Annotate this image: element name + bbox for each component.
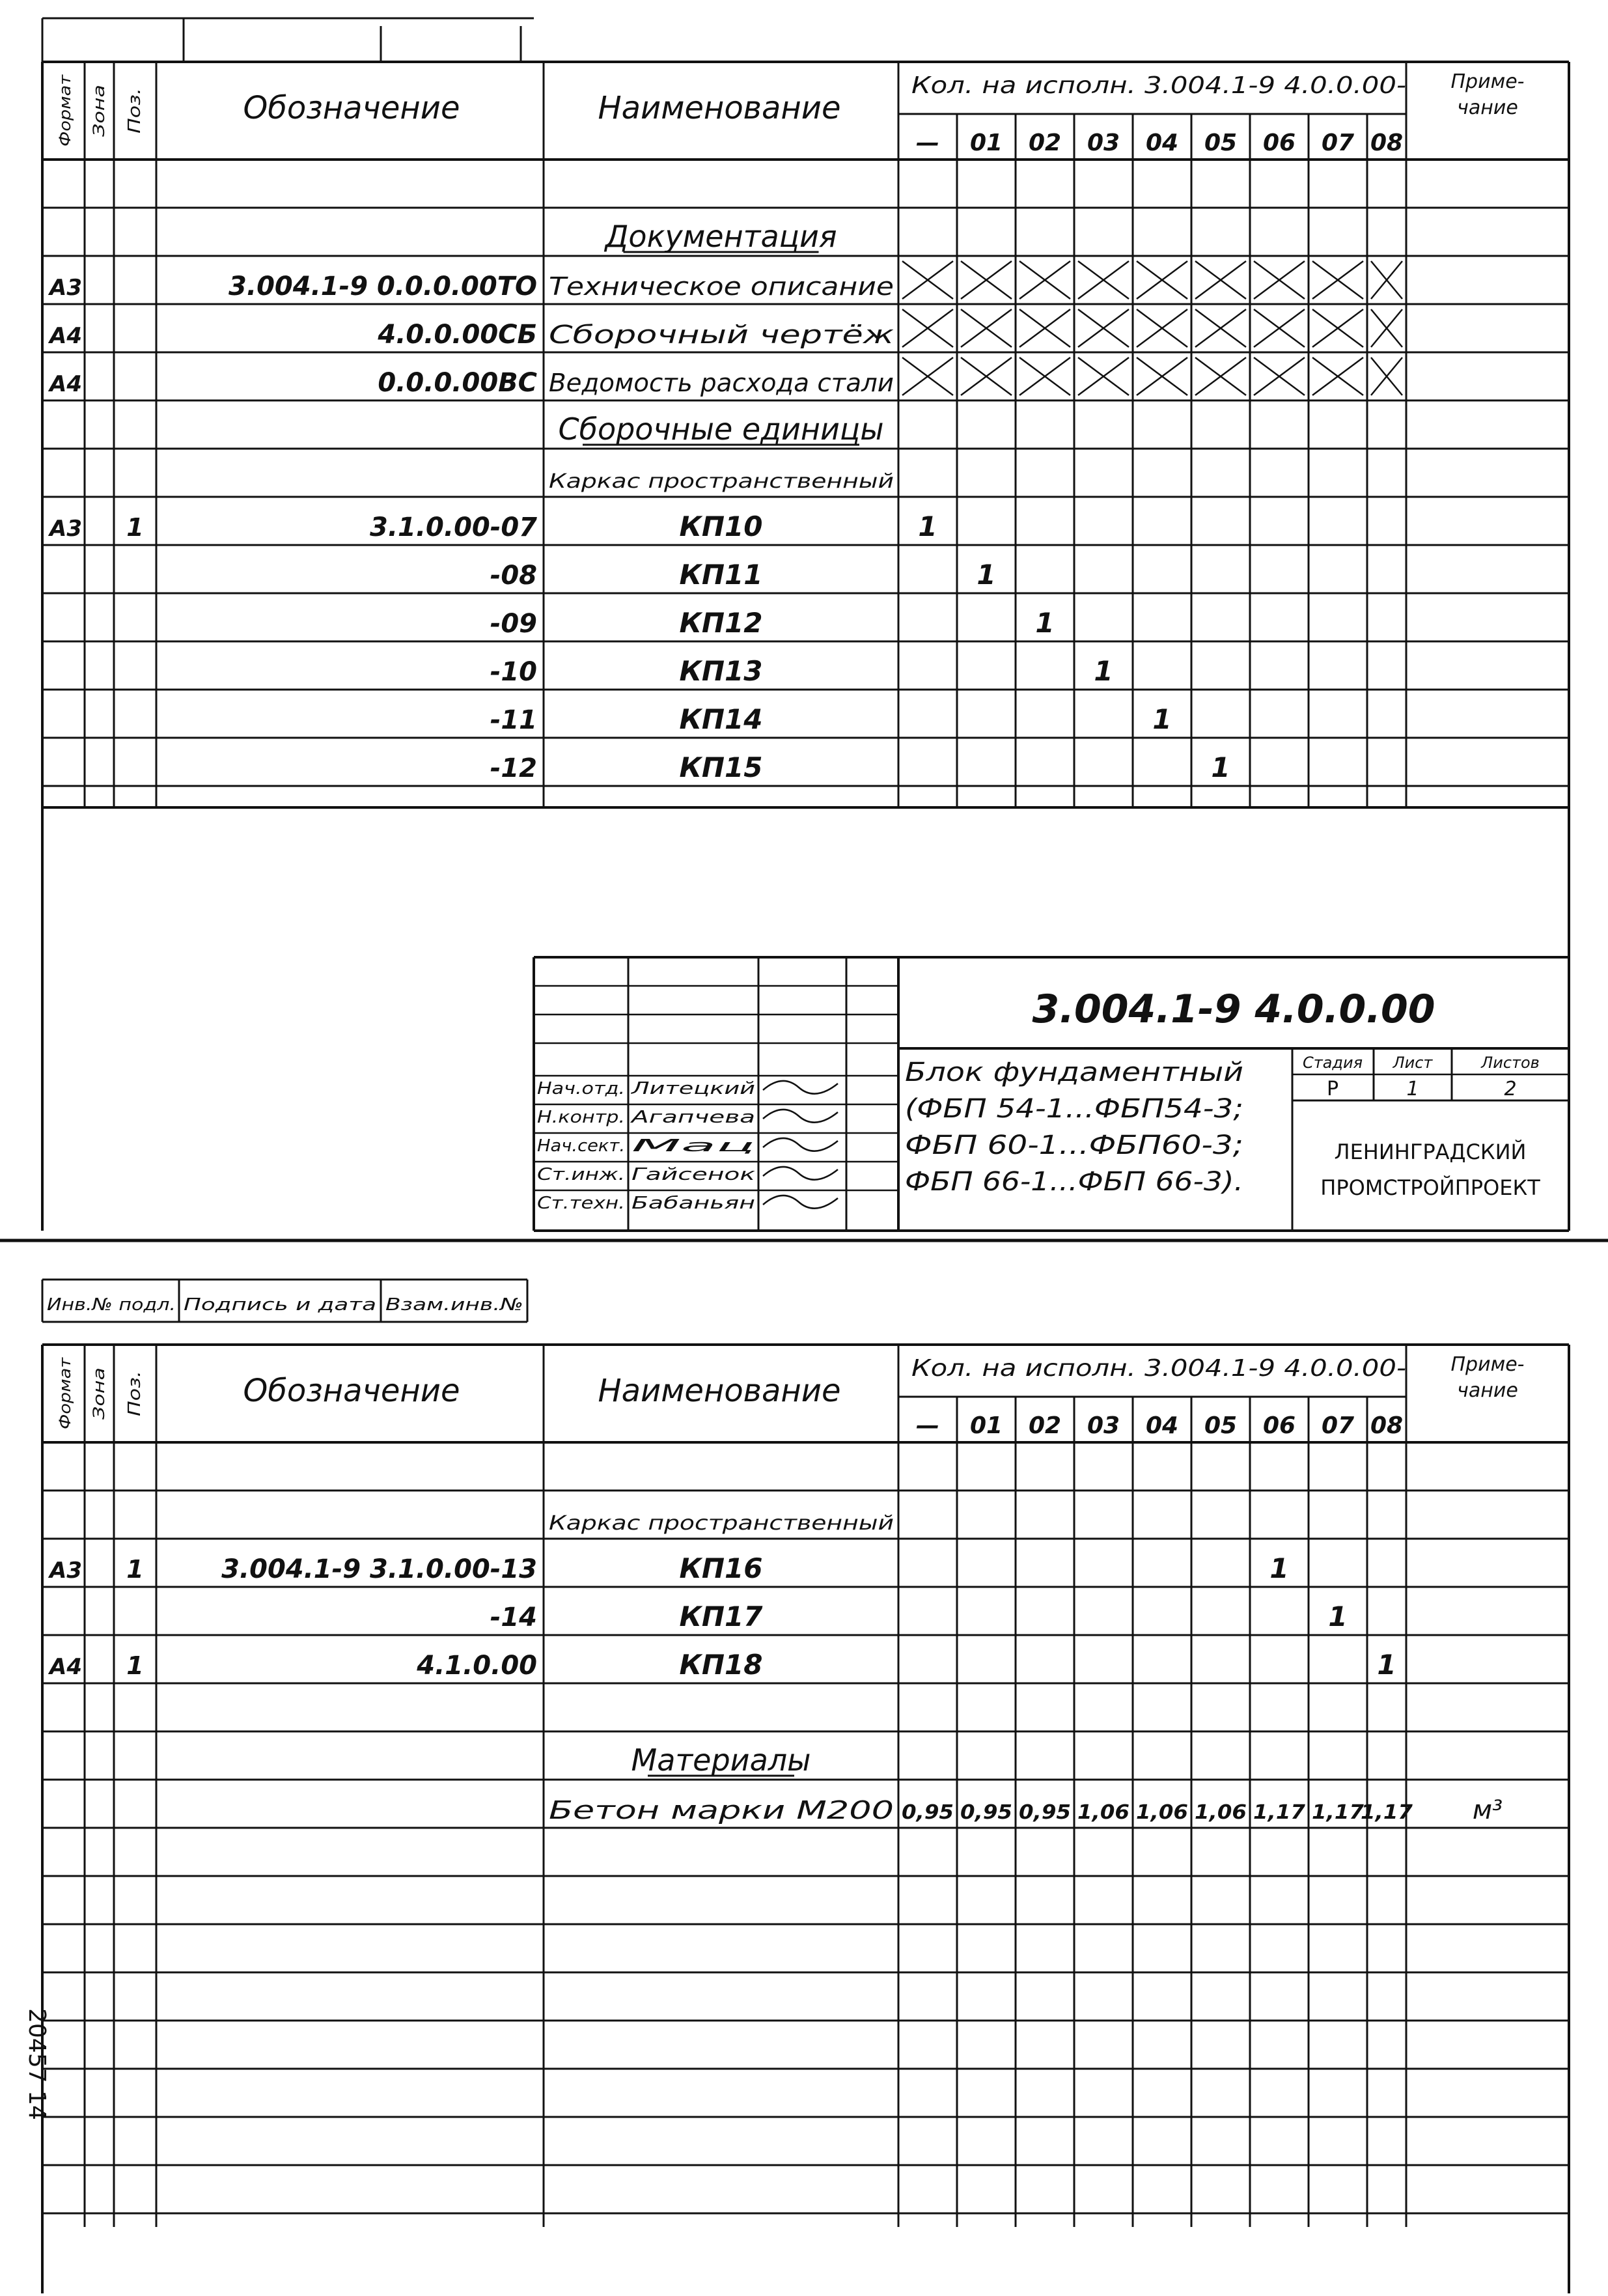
person-name: Литецкий bbox=[630, 1079, 755, 1099]
value-sheets: 2 bbox=[1504, 1078, 1517, 1100]
row-name: КП18 bbox=[679, 1649, 763, 1681]
person-name: Гайсенок bbox=[631, 1165, 756, 1184]
person-role: Ст.инж. bbox=[537, 1165, 625, 1184]
row-designation: -08 bbox=[490, 561, 537, 591]
header-zone: Зона bbox=[90, 1380, 108, 1420]
row-designation: -12 bbox=[490, 753, 537, 783]
value-sheet: 1 bbox=[1406, 1078, 1419, 1100]
qty-col-06: 06 bbox=[1262, 130, 1296, 156]
qty-col-07: 07 bbox=[1321, 130, 1355, 156]
header-designation: Обозначение bbox=[243, 1373, 460, 1409]
header-name: Наименование bbox=[598, 90, 841, 126]
qty-mark: 1 bbox=[1094, 655, 1113, 687]
header-format: Формат bbox=[56, 1365, 74, 1429]
qty-mark: 1 bbox=[918, 511, 937, 542]
qty-value: 0,95 bbox=[902, 1801, 954, 1824]
row-format: А4 bbox=[49, 1654, 82, 1680]
titleblock-title: (ФБП 54-1...ФБП54-3; bbox=[905, 1094, 1243, 1124]
qty-col-base: — bbox=[916, 130, 939, 156]
qty-col-02: 02 bbox=[1028, 130, 1062, 156]
row-designation: 3.004.1-9 3.1.0.00-13 bbox=[221, 1554, 537, 1584]
person-name: Агапчева bbox=[630, 1108, 755, 1127]
row-name: Сборочный чертёж bbox=[549, 320, 894, 349]
header-qty: Кол. на исполн. 3.004.1-9 4.0.0.00- bbox=[911, 1355, 1406, 1382]
person-role: Нач.отд. bbox=[537, 1079, 625, 1099]
row-note: м³ bbox=[1472, 1795, 1503, 1825]
org-name: ПРОМСТРОЙПРОЕКТ bbox=[1320, 1175, 1540, 1200]
qty-mark: 1 bbox=[1377, 1649, 1396, 1681]
header-qty: Кол. на исполн. 3.004.1-9 4.0.0.00- bbox=[911, 72, 1406, 99]
qty-value: 1,06 bbox=[1077, 1801, 1130, 1824]
qty-value: 1,17 bbox=[1312, 1801, 1365, 1824]
row-format: А3 bbox=[49, 1558, 82, 1584]
header-pos: Поз. bbox=[125, 1379, 145, 1416]
header-name: Наименование bbox=[598, 1373, 841, 1409]
section-title: Сборочные единицы bbox=[558, 412, 884, 447]
qty-col-02: 02 bbox=[1028, 1412, 1062, 1439]
qty-value: 1,17 bbox=[1361, 1801, 1413, 1824]
row-name: КП17 bbox=[679, 1601, 763, 1632]
qty-col-04: 04 bbox=[1145, 1412, 1179, 1439]
person-role: Нач.сект. bbox=[537, 1136, 625, 1156]
qty-col-06: 06 bbox=[1262, 1412, 1296, 1439]
header-designation: Обозначение bbox=[243, 90, 460, 126]
row-designation: 3.004.1-9 0.0.0.00ТО bbox=[229, 272, 537, 301]
row-name: Техническое описание bbox=[549, 272, 894, 301]
qty-mark: 1 bbox=[1211, 751, 1230, 783]
row-designation: 4.0.0.00СБ bbox=[378, 320, 537, 350]
row-designation: 4.1.0.00 bbox=[417, 1651, 537, 1681]
qty-col-08: 08 bbox=[1370, 130, 1404, 156]
qty-col-03: 03 bbox=[1087, 130, 1120, 156]
row-designation: 0.0.0.00ВС bbox=[378, 368, 537, 398]
stub-label: Взам.инв.№ bbox=[385, 1295, 523, 1315]
qty-value: 1,06 bbox=[1136, 1801, 1188, 1824]
person-name: Бабаньян bbox=[631, 1194, 755, 1213]
side-number: 20457 14 bbox=[23, 2008, 50, 2120]
sheet-2 bbox=[23, 1280, 1569, 2293]
row-designation: -09 bbox=[490, 609, 537, 639]
stub-label: Инв.№ подл. bbox=[47, 1295, 176, 1315]
row-name: Бетон марки М200 bbox=[549, 1796, 894, 1825]
row-format: А4 bbox=[49, 371, 82, 397]
titleblock-title: ФБП 66-1...ФБП 66-3). bbox=[905, 1167, 1243, 1197]
qty-value: 1,06 bbox=[1195, 1801, 1247, 1824]
qty-value: 0,95 bbox=[960, 1801, 1012, 1824]
row-pos: 1 bbox=[126, 513, 144, 542]
qty-mark: 1 bbox=[1328, 1601, 1348, 1632]
row-pos: 1 bbox=[126, 1555, 144, 1584]
row-name: Каркас пространственный bbox=[549, 1512, 894, 1535]
row-name: Ведомость расхода стали bbox=[549, 369, 894, 397]
row-name: КП11 bbox=[679, 559, 763, 591]
label-sheet: Лист bbox=[1393, 1054, 1433, 1072]
qty-value: 0,95 bbox=[1019, 1801, 1071, 1824]
row-name: КП16 bbox=[679, 1552, 763, 1584]
qty-col-01: 01 bbox=[969, 1412, 1003, 1439]
row-format: А3 bbox=[49, 516, 82, 542]
person-role: Ст.техн. bbox=[537, 1194, 625, 1213]
qty-mark: 1 bbox=[1269, 1552, 1289, 1584]
row-name: КП15 bbox=[679, 751, 763, 783]
row-name: КП10 bbox=[679, 511, 763, 542]
header-note: Приме- bbox=[1450, 70, 1525, 93]
row-designation: 3.1.0.00-07 bbox=[369, 512, 537, 542]
qty-col-07: 07 bbox=[1321, 1412, 1355, 1439]
header-format: Формат bbox=[56, 83, 74, 147]
qty-mark: 1 bbox=[977, 559, 996, 591]
qty-col-04: 04 bbox=[1145, 130, 1179, 156]
org-name: ЛЕНИНГРАДСКИЙ bbox=[1334, 1140, 1527, 1164]
titleblock-title: ФБП 60-1...ФБП60-3; bbox=[905, 1130, 1243, 1160]
label-stage: Стадия bbox=[1302, 1054, 1363, 1072]
row-designation: -10 bbox=[490, 657, 537, 687]
signature bbox=[763, 1196, 838, 1209]
header-zone: Зона bbox=[90, 97, 108, 137]
signature bbox=[763, 1138, 838, 1151]
qty-mark: 1 bbox=[1152, 703, 1172, 735]
row-name: КП14 bbox=[679, 703, 763, 735]
qty-col-08: 08 bbox=[1370, 1412, 1404, 1439]
qty-col-01: 01 bbox=[969, 130, 1003, 156]
header-note: чание bbox=[1457, 1379, 1518, 1402]
row-format: А4 bbox=[49, 323, 82, 349]
person-role: Н.контр. bbox=[537, 1108, 625, 1127]
section-title: Материалы bbox=[631, 1743, 811, 1778]
row-designation: -14 bbox=[490, 1603, 537, 1632]
section-title: Документация bbox=[605, 219, 837, 254]
qty-col-05: 05 bbox=[1204, 1412, 1238, 1439]
qty-value: 1,17 bbox=[1253, 1801, 1306, 1824]
sheet-1 bbox=[42, 18, 1569, 1231]
qty-col-base: — bbox=[916, 1412, 939, 1439]
qty-col-03: 03 bbox=[1087, 1412, 1120, 1439]
header-note: чание bbox=[1457, 96, 1518, 119]
signature bbox=[763, 1167, 838, 1180]
person-name: Мац bbox=[631, 1136, 755, 1156]
stub-label: Подпись и дата bbox=[184, 1295, 376, 1315]
signature bbox=[763, 1081, 838, 1094]
row-name: КП12 bbox=[679, 607, 763, 639]
titleblock-title: Блок фундаментный bbox=[905, 1057, 1243, 1087]
row-designation: -11 bbox=[490, 705, 537, 735]
signature bbox=[763, 1110, 838, 1123]
value-stage: Р bbox=[1326, 1078, 1339, 1100]
titleblock-code: 3.004.1-9 4.0.0.00 bbox=[1032, 987, 1435, 1032]
row-format: А3 bbox=[49, 275, 82, 301]
label-sheets: Листов bbox=[1481, 1054, 1540, 1072]
row-pos: 1 bbox=[126, 1651, 144, 1680]
header-pos: Поз. bbox=[125, 96, 145, 133]
qty-col-05: 05 bbox=[1204, 130, 1238, 156]
header-note: Приме- bbox=[1450, 1353, 1525, 1376]
row-name: Каркас пространственный bbox=[549, 470, 894, 493]
row-name: КП13 bbox=[679, 655, 763, 687]
qty-mark: 1 bbox=[1035, 607, 1055, 639]
